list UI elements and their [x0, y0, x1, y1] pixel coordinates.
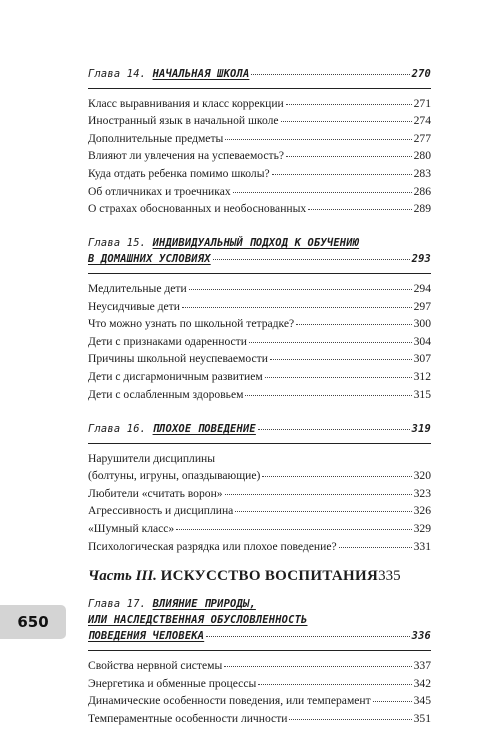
chapter-title: ПЛОХОЕ ПОВЕДЕНИЕ — [152, 423, 256, 436]
entry-title: (болтуны, игруны, опаздывающие) — [88, 469, 261, 483]
chapter-17-heading-line2[interactable] — [88, 613, 431, 629]
page-number: 270 — [411, 68, 431, 80]
dot-leader — [339, 546, 412, 548]
toc-entry[interactable] — [88, 130, 431, 148]
entry-title: О страхах обоснованных и необоснованных — [88, 202, 307, 216]
toc-entry[interactable] — [88, 280, 431, 298]
entry-page: 274 — [413, 114, 431, 128]
dot-leader — [224, 665, 411, 667]
chapter-title: ВЛИЯНИЕ ПРИРОДЫ, — [152, 598, 256, 611]
toc-entry[interactable] — [88, 183, 431, 201]
section-gap — [88, 218, 431, 236]
dot-leader — [262, 475, 411, 477]
entry-title: Психологическая разрядка или плохое поведение? — [88, 539, 337, 553]
chapter-15-heading-line2[interactable] — [88, 251, 431, 269]
entry-page: 315 — [413, 387, 431, 401]
toc-entry[interactable] — [88, 368, 431, 386]
chapter-label: Глава 14. НАЧАЛЬНАЯ ШКОЛА — [88, 68, 250, 80]
part-label: Часть III. ИСКУССТВО ВОСПИТАНИЯ — [88, 568, 379, 585]
page-number: 335 — [378, 568, 401, 585]
toc-entry[interactable] — [88, 350, 431, 368]
toc-entry[interactable] — [88, 467, 431, 485]
dot-leader — [373, 700, 412, 702]
chapter-14-heading[interactable] — [88, 66, 431, 84]
chapter-title-cont: ИЛИ НАСЛЕДСТВЕННАЯ ОБУСЛОВЛЕННОСТЬ — [88, 613, 308, 626]
entry-title: Агрессивность и дисциплина — [88, 504, 234, 518]
entry-title: Дети с признаками одаренности — [88, 334, 247, 348]
entry-title: Дети с дисгармоничным развитием — [88, 369, 263, 383]
page-number: 336 — [411, 630, 431, 643]
chapter-rule — [88, 443, 431, 444]
entry-page: 283 — [413, 166, 431, 180]
toc-entry[interactable] — [88, 165, 431, 183]
dot-leader — [251, 73, 409, 75]
toc-entry[interactable] — [88, 95, 431, 113]
entry-page: 271 — [413, 96, 431, 110]
entry-title: Дополнительные предметы — [88, 131, 224, 145]
dot-leader — [225, 493, 412, 495]
part-title: ИСКУССТВО ВОСПИТАНИЯ — [160, 568, 379, 585]
entry-title: Неусидчивые дети — [88, 299, 180, 313]
toc-entry[interactable] — [88, 315, 431, 333]
entry-title: Влияют ли увлечения на успеваемость? — [88, 149, 285, 163]
toc-entry[interactable] — [88, 675, 431, 693]
chapter-15-heading-line1[interactable] — [88, 236, 431, 252]
chapter-label: Глава 16. ПЛОХОЕ ПОВЕДЕНИЕ — [88, 423, 256, 436]
dot-leader — [286, 155, 412, 157]
chapter-rule — [88, 650, 431, 651]
toc-entry[interactable] — [88, 147, 431, 165]
toc-entry[interactable] — [88, 112, 431, 130]
dot-leader — [213, 258, 410, 260]
dot-leader — [249, 341, 412, 343]
dot-leader — [189, 288, 412, 290]
chapter-label: Глава 17. — [88, 598, 147, 611]
dot-leader — [235, 510, 411, 512]
dot-leader — [176, 528, 411, 530]
entry-page: 289 — [413, 202, 431, 216]
entry-page: 286 — [413, 184, 431, 198]
entry-title: «Шумный класс» — [88, 522, 175, 536]
table-of-contents — [88, 66, 431, 727]
chapter-title: ИНДИВИДУАЛЬНЫЙ ПОДХОД К ОБУЧЕНИЮ — [152, 236, 360, 249]
dot-leader — [225, 138, 411, 140]
dot-leader — [270, 358, 412, 360]
dot-leader — [245, 394, 411, 396]
toc-entry[interactable] — [88, 520, 431, 538]
chapter-17-heading-line1[interactable] — [88, 597, 431, 613]
entry-title: Дети с ослабленным здоровьем — [88, 387, 244, 401]
entry-title: Иностранный язык в начальной школе — [88, 114, 279, 128]
chapter-rule — [88, 88, 431, 89]
entry-page: 345 — [413, 694, 431, 708]
toc-entry[interactable] — [88, 200, 431, 218]
chapter-16-heading[interactable] — [88, 421, 431, 439]
dot-leader — [233, 191, 412, 193]
dot-leader — [308, 208, 411, 210]
chapter-17-heading-line3[interactable] — [88, 628, 431, 646]
page-number-tab: 650 — [0, 605, 66, 639]
entry-title: Медлительные дети — [88, 281, 187, 295]
entry-title: Что можно узнать по школьной тетрадке? — [88, 317, 295, 331]
entry-title: Темпераментные особенности личности — [88, 711, 288, 725]
chapter-label: Глава 15. — [88, 236, 147, 249]
entry-title: Причины школьной неуспеваемости — [88, 352, 268, 366]
dot-leader — [286, 103, 412, 105]
toc-entry[interactable] — [88, 710, 431, 728]
part-3-heading[interactable] — [88, 565, 431, 587]
entry-title: Куда отдать ребенка помимо школы? — [88, 166, 270, 180]
entry-page: 277 — [413, 131, 431, 145]
entry-page: 297 — [413, 299, 431, 313]
chapter-title: НАЧАЛЬНАЯ ШКОЛА — [152, 68, 250, 80]
toc-entry[interactable] — [88, 485, 431, 503]
entry-title: Любители «считать ворон» — [88, 486, 223, 500]
entry-page: 326 — [413, 504, 431, 518]
entry-title: Класс выравнивания и класс коррекции — [88, 96, 284, 110]
dot-leader — [258, 428, 410, 430]
dot-leader — [265, 376, 412, 378]
entry-title: Энергетика и обменные процессы — [88, 676, 257, 690]
toc-entry[interactable] — [88, 298, 431, 316]
toc-entry[interactable] — [88, 538, 431, 556]
entry-page: 351 — [413, 711, 431, 725]
chapter-rule — [88, 273, 431, 274]
entry-page: 280 — [413, 149, 431, 163]
entry-page: 294 — [413, 281, 431, 295]
dot-leader — [182, 306, 412, 308]
toc-entry[interactable] — [88, 657, 431, 675]
section-gap — [88, 403, 431, 421]
entry-page: 329 — [413, 522, 431, 536]
toc-entry[interactable] — [88, 333, 431, 351]
toc-entry[interactable] — [88, 692, 431, 710]
entry-title: Об отличниках и троечниках — [88, 184, 231, 198]
dot-leader — [281, 120, 412, 122]
chapter-title-cont: ПОВЕДЕНИЯ ЧЕЛОВЕКА — [88, 630, 205, 643]
entry-page: 312 — [413, 369, 431, 383]
toc-entry-line1[interactable]: Нарушители дисциплины — [88, 451, 216, 465]
entry-page: 337 — [413, 659, 431, 673]
entry-title: Свойства нервной системы — [88, 659, 223, 673]
entry-page: 307 — [413, 352, 431, 366]
entry-page: 320 — [413, 469, 431, 483]
dot-leader — [272, 173, 412, 175]
toc-entry[interactable] — [88, 502, 431, 520]
entry-page: 323 — [413, 486, 431, 500]
dot-leader — [296, 323, 411, 325]
dot-leader — [258, 683, 411, 685]
entry-page: 331 — [413, 539, 431, 553]
page-number: 319 — [411, 423, 431, 436]
entry-title: Динамические особенности поведения, или темперамент — [88, 694, 371, 708]
entry-page: 300 — [413, 317, 431, 331]
dot-leader — [206, 635, 409, 637]
section-gap — [88, 555, 431, 559]
chapter-title-cont: В ДОМАШНИХ УСЛОВИЯХ — [88, 253, 211, 266]
dot-leader — [289, 718, 411, 720]
page-number: 293 — [411, 253, 431, 266]
entry-page: 304 — [413, 334, 431, 348]
entry-page: 342 — [413, 676, 431, 690]
toc-entry[interactable] — [88, 386, 431, 404]
